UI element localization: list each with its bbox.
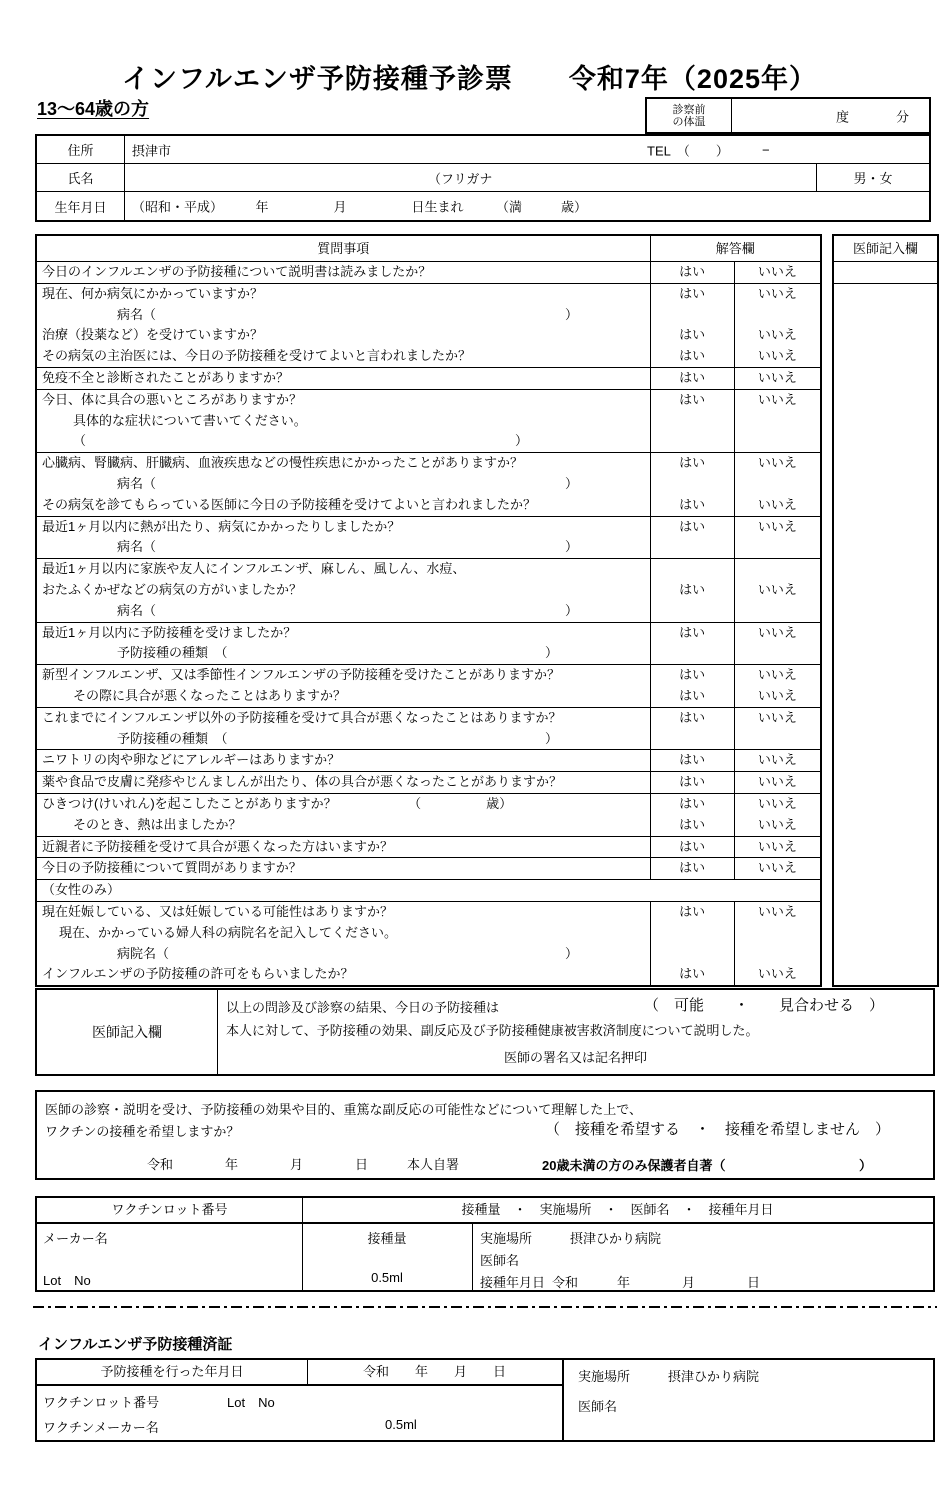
- question-row: [36, 453, 938, 474]
- question-text: [36, 622, 650, 643]
- question-row: [36, 923, 938, 944]
- question-row: [36, 750, 938, 772]
- question-label: インフルエンザの予防接種の許可をもらいましたか？: [42, 966, 354, 982]
- question-text: [36, 923, 650, 944]
- answer-yes[interactable]: はい: [650, 901, 734, 922]
- answer-cell-empty: [734, 944, 821, 965]
- question-text: [36, 262, 650, 284]
- vaccine-lot-table: [35, 1196, 935, 1292]
- certificate-dose: 0.5ml: [385, 1417, 417, 1432]
- question-row: [36, 325, 938, 346]
- answer-no[interactable]: いいえ: [734, 580, 821, 601]
- answer-yes[interactable]: はい: [650, 665, 734, 686]
- column-gap: [821, 537, 833, 558]
- certificate-date-row: [37, 1360, 562, 1386]
- birthdate-field[interactable]: （昭和・平成） 年 月 日生まれ （満 歳）: [132, 199, 588, 215]
- page-title: インフルエンザ予防接種予診票 令和7年（2025年）: [122, 64, 817, 94]
- answer-no[interactable]: いいえ: [734, 367, 821, 389]
- question-row: [36, 474, 938, 495]
- answer-yes[interactable]: はい: [650, 367, 734, 389]
- question-text: [36, 411, 650, 432]
- certificate-date-field[interactable]: 令和 年 月 日: [362, 1364, 506, 1379]
- answer-yes[interactable]: はい: [650, 707, 734, 728]
- question-label: その際に具合が悪くなったことはありますか？: [73, 687, 347, 703]
- question-row: [36, 495, 938, 516]
- consent-choice-options[interactable]: （ 接種を希望する ・ 接種を希望しません ）: [545, 1121, 891, 1138]
- answer-no[interactable]: いいえ: [734, 686, 821, 707]
- question-text: [36, 367, 650, 389]
- question-row: [36, 858, 938, 880]
- paren-close: ）: [545, 645, 559, 661]
- tel-dash: −: [762, 142, 770, 157]
- answer-cell-empty: [650, 431, 734, 452]
- answer-yes[interactable]: はい: [650, 453, 734, 474]
- answer-cell-empty: [650, 944, 734, 965]
- answer-cell-empty: [650, 559, 734, 580]
- question-text: [36, 431, 650, 452]
- name-row: [37, 164, 929, 192]
- lot-table-header: [37, 1198, 933, 1224]
- answer-cell-empty: [650, 729, 734, 750]
- unit-minute-label: 分: [896, 109, 910, 124]
- question-label: 現在妊娠している、又は妊娠している可能性はありますか？: [42, 903, 394, 919]
- certificate-maker-label[interactable]: ワクチンメーカー名: [43, 1420, 159, 1435]
- question-text: [36, 836, 650, 858]
- question-row: [36, 601, 938, 622]
- exam-result-text: 以上の問診及び診察の結果、今日の予防接種は: [226, 1000, 500, 1015]
- answer-cell-empty: [734, 537, 821, 558]
- column-gap: [821, 836, 833, 858]
- question-text: [36, 325, 650, 346]
- question-label: おたふくかぜなどの病気の方がいましたか？: [42, 581, 303, 597]
- paren-close: ）: [565, 945, 579, 961]
- certificate-site-cell: [562, 1360, 933, 1440]
- question-row: [36, 411, 938, 432]
- question-label: その病気の主治医には、今日の予防接種を受けてよいと言われましたか？: [42, 348, 472, 364]
- answer-no[interactable]: いいえ: [734, 858, 821, 880]
- question-label: 新型インフルエンザ、又は季節性インフルエンザの予防接種を受けたことがありますか？: [42, 667, 561, 683]
- column-gap: [821, 964, 833, 986]
- question-row: [36, 622, 938, 643]
- question-row: [36, 665, 938, 686]
- column-gap: [821, 815, 833, 836]
- question-label: 具体的な症状について書いてください。: [73, 412, 307, 428]
- question-row: [36, 537, 938, 558]
- address-label: 住所: [37, 136, 125, 163]
- questionnaire-table: [35, 234, 939, 987]
- question-label: そのとき、熱は出ましたか？: [73, 816, 242, 832]
- column-gap: [821, 325, 833, 346]
- answer-yes[interactable]: はい: [650, 836, 734, 858]
- column-gap: [821, 793, 833, 814]
- column-gap: [821, 431, 833, 452]
- column-gap: [821, 901, 833, 922]
- lot-no-label[interactable]: Lot No: [43, 1273, 91, 1288]
- answer-yes[interactable]: はい: [650, 964, 734, 986]
- column-gap: [821, 858, 833, 880]
- question-label: 近親者に予防接種を受けて具合が悪くなった方はいますか？: [42, 838, 394, 854]
- answer-no[interactable]: いいえ: [734, 453, 821, 474]
- question-column-header: 質問事項: [36, 235, 650, 262]
- question-row: [36, 580, 938, 601]
- question-text: [36, 665, 650, 686]
- answer-cell-empty: [650, 305, 734, 326]
- question-label: 最近1ヶ月以内に熱が出たり、病気にかかったりしましたか？: [42, 518, 401, 534]
- question-label: その病気を診てもらっている医師に今日の予防接種を受けてよいと言われましたか？: [42, 496, 537, 512]
- furigana-label: （フリガナ: [428, 171, 493, 186]
- question-label: 今日の予防接種について質問がありますか？: [42, 860, 302, 876]
- answer-no[interactable]: いいえ: [734, 707, 821, 728]
- column-gap: [821, 495, 833, 516]
- question-text: [36, 305, 650, 326]
- certificate-site-value: 摂津ひかり病院: [668, 1369, 760, 1384]
- answer-yes[interactable]: はい: [650, 793, 734, 814]
- question-label: 今日、体に具合の悪いところがありますか？: [42, 391, 303, 407]
- tel-field[interactable]: TEL （ ）: [647, 143, 729, 158]
- question-text: [36, 495, 650, 516]
- guardian-paren-close: ）: [859, 1158, 873, 1173]
- question-label: これまでにインフルエンザ以外の予防接種を受けて具合が悪くなったことはありますか？: [42, 709, 562, 725]
- answer-no[interactable]: いいえ: [734, 793, 821, 814]
- question-text: [36, 944, 650, 965]
- unit-degree-label: 度: [836, 109, 850, 124]
- answer-yes[interactable]: はい: [650, 815, 734, 836]
- question-text: [36, 389, 650, 410]
- answer-yes[interactable]: はい: [650, 750, 734, 772]
- question-text: [36, 750, 650, 772]
- question-label: （: [73, 433, 87, 449]
- answer-no[interactable]: いいえ: [734, 283, 821, 304]
- question-text: [36, 346, 650, 367]
- answer-no[interactable]: いいえ: [734, 665, 821, 686]
- lot-table-body: [37, 1224, 933, 1290]
- answer-cell-empty: [650, 474, 734, 495]
- paren-close: ）: [565, 475, 579, 491]
- question-label: 免疫不全と診断されたことがありますか？: [42, 369, 290, 385]
- answer-no[interactable]: いいえ: [734, 815, 821, 836]
- answer-no[interactable]: いいえ: [734, 750, 821, 772]
- column-gap: [821, 262, 833, 284]
- gender-select[interactable]: 男・女: [816, 164, 929, 191]
- vaccination-date-label: 接種年月日: [480, 1275, 546, 1290]
- question-text: [36, 283, 650, 304]
- question-row: [36, 686, 938, 707]
- answer-no[interactable]: いいえ: [734, 622, 821, 643]
- column-gap: [821, 453, 833, 474]
- answer-cell-empty: [650, 601, 734, 622]
- question-label: 現在、何か病気にかかっていますか？: [42, 285, 264, 301]
- question-label: 最近1ヶ月以内に家族や友人にインフルエンザ、麻しん、風しん、水痘、: [42, 561, 466, 577]
- answer-cell-empty: [650, 643, 734, 664]
- answer-yes[interactable]: はい: [650, 516, 734, 537]
- question-text: [36, 537, 650, 558]
- answer-cell-empty: [734, 729, 821, 750]
- dose-site-doctor-date-header: 接種量 ・ 実施場所 ・ 医師名 ・ 接種年月日: [461, 1202, 774, 1217]
- answer-yes[interactable]: はい: [650, 346, 734, 367]
- explanation-text: 本人に対して、予防接種の効果、副反応及び予防接種健康被害救済制度について説明した。: [226, 1023, 759, 1038]
- answer-cell-empty: [734, 411, 821, 432]
- certificate-lot-no[interactable]: Lot No: [227, 1395, 275, 1410]
- question-label: ひきつけ(けいれん)を起こしたことがありますか？ （ 歳）: [42, 795, 513, 811]
- column-gap: [821, 367, 833, 389]
- column-gap: [821, 729, 833, 750]
- questionnaire-header-row: [36, 235, 938, 262]
- answer-yes[interactable]: はい: [650, 283, 734, 304]
- column-gap: [821, 880, 833, 902]
- question-row: [36, 901, 938, 922]
- question-row: [36, 793, 938, 814]
- pre-exam-temperature-box: [645, 97, 931, 134]
- birthdate-row: [37, 192, 929, 220]
- answer-no[interactable]: いいえ: [734, 262, 821, 284]
- question-row: [36, 367, 938, 389]
- question-text: [36, 601, 650, 622]
- answer-no[interactable]: いいえ: [734, 516, 821, 537]
- vaccination-date-field[interactable]: 令和 年 月 日: [552, 1275, 761, 1290]
- question-label: 治療（投薬など）を受けていますか？: [42, 327, 264, 343]
- question-label: 薬や食品で皮膚に発疹やじんましんが出たり、体の具合が悪くなったことがありますか？: [42, 774, 563, 790]
- certificate-table: [35, 1358, 935, 1442]
- question-label: 今日のインフルエンザの予防接種について説明書は読みましたか？: [42, 264, 432, 279]
- answer-cell-empty: [734, 559, 821, 580]
- question-text: [36, 772, 650, 794]
- column-gap: [821, 772, 833, 794]
- answer-yes[interactable]: はい: [650, 262, 734, 284]
- paren-close: ）: [565, 539, 579, 555]
- column-gap: [821, 923, 833, 944]
- column-gap: [821, 707, 833, 728]
- doctor-entry-label: 医師記入欄: [37, 990, 218, 1074]
- certificate-lot-label: ワクチンロット番号: [43, 1395, 160, 1410]
- question-label: （女性のみ）: [42, 882, 121, 898]
- guardian-signature-label[interactable]: 20歳未満の方のみ保護者自著（: [542, 1158, 726, 1173]
- column-gap: [821, 474, 833, 495]
- column-gap: [821, 643, 833, 664]
- answer-yes[interactable]: はい: [650, 686, 734, 707]
- column-gap: [821, 686, 833, 707]
- site-label: 実施場所: [480, 1231, 533, 1246]
- paren-close: ）: [545, 730, 559, 746]
- temperature-label: 診察前 の体温: [647, 99, 732, 132]
- answer-no[interactable]: いいえ: [734, 901, 821, 922]
- question-row: [36, 559, 938, 580]
- column-gap: [821, 346, 833, 367]
- question-text: [36, 964, 650, 986]
- doctor-entry-cell[interactable]: [833, 283, 938, 986]
- answer-cell-empty: [734, 643, 821, 664]
- question-row: [36, 431, 938, 452]
- certificate-date-header: 予防接種を行った年月日: [37, 1360, 308, 1384]
- birthdate-label: 生年月日: [37, 192, 125, 220]
- question-label: 最近1ヶ月以内に予防接種を受けましたか？: [42, 624, 297, 640]
- question-text: [36, 643, 650, 664]
- question-label: 病名（: [117, 306, 157, 322]
- question-row: [36, 880, 938, 902]
- age-group-heading: 13～64歳の方: [37, 99, 150, 119]
- column-gap: [821, 516, 833, 537]
- decision-options[interactable]: （ 可能 ・ 見合わせる ）: [644, 997, 885, 1014]
- column-gap: [821, 559, 833, 580]
- question-row: [36, 389, 938, 410]
- answer-yes[interactable]: はい: [650, 580, 734, 601]
- answer-cell-empty: [734, 305, 821, 326]
- dose-label: 接種量: [367, 1231, 407, 1246]
- question-label: ニワトリの肉や卵などにアレルギーはありますか？: [42, 752, 341, 768]
- answer-no[interactable]: いいえ: [734, 346, 821, 367]
- answer-no[interactable]: いいえ: [734, 836, 821, 858]
- answer-no[interactable]: いいえ: [734, 495, 821, 516]
- doctor-entry-cell[interactable]: [833, 262, 938, 284]
- doctor-entry-box: [35, 988, 935, 1076]
- answer-no[interactable]: いいえ: [734, 964, 821, 986]
- question-label: 心臓病、腎臓病、肝臓病、血液疾患などの慢性疾患にかかったことがありますか？: [42, 455, 524, 471]
- column-gap: [821, 411, 833, 432]
- column-gap: [821, 944, 833, 965]
- answer-no[interactable]: いいえ: [734, 325, 821, 346]
- question-text: [36, 815, 650, 836]
- question-text: [36, 793, 650, 814]
- answer-yes[interactable]: はい: [650, 325, 734, 346]
- answer-yes[interactable]: はい: [650, 495, 734, 516]
- answer-yes[interactable]: はい: [650, 772, 734, 794]
- divider: [472, 1224, 473, 1290]
- answer-cell-empty: [650, 923, 734, 944]
- paren-close: ）: [565, 602, 579, 618]
- maker-label[interactable]: メーカー名: [43, 1231, 108, 1246]
- certificate-site-label: 実施場所: [578, 1369, 631, 1384]
- column-gap: [821, 283, 833, 304]
- question-label: 予防接種の種類 （: [117, 645, 228, 661]
- temperature-input-area[interactable]: [732, 99, 929, 132]
- question-label: 現在、かかっている婦人科の病院名を記入してください。: [59, 924, 398, 940]
- question-row: [36, 772, 938, 794]
- answer-no[interactable]: いいえ: [734, 389, 821, 410]
- dose-value: 0.5ml: [371, 1270, 403, 1285]
- question-label: 病名（: [117, 539, 157, 555]
- certificate-doctor-label[interactable]: 医師名: [578, 1399, 618, 1414]
- answer-yes[interactable]: はい: [650, 389, 734, 410]
- answer-cell-empty: [734, 923, 821, 944]
- column-gap: [821, 665, 833, 686]
- paren-close: ）: [515, 433, 529, 449]
- question-text: [36, 516, 650, 537]
- question-row: [36, 283, 938, 304]
- question-label: 病院名（: [117, 945, 170, 961]
- column-gap: [821, 235, 833, 262]
- name-label: 氏名: [37, 164, 125, 191]
- site-value: 摂津ひかり病院: [570, 1231, 662, 1246]
- question-text: [36, 707, 650, 728]
- question-row: [36, 305, 938, 326]
- question-text: [36, 559, 650, 580]
- question-row: [36, 964, 938, 986]
- column-gap: [821, 389, 833, 410]
- question-row: [36, 262, 938, 284]
- question-text: [36, 453, 650, 474]
- column-gap: [821, 601, 833, 622]
- question-text: [36, 580, 650, 601]
- question-row: [36, 707, 938, 728]
- patient-info-table: [35, 134, 931, 222]
- address-row: [37, 136, 929, 164]
- column-gap: [821, 622, 833, 643]
- question-text: [36, 858, 650, 880]
- question-label: 病名（: [117, 602, 157, 618]
- doctor-entry-body: [218, 990, 933, 1074]
- paren-close: ）: [565, 306, 579, 322]
- question-row: [36, 815, 938, 836]
- column-gap: [821, 580, 833, 601]
- consent-date-signature-field[interactable]: 令和 年 月 日 本人自署: [147, 1157, 460, 1172]
- answer-cell-empty: [734, 601, 821, 622]
- question-text: [36, 901, 650, 922]
- question-row: [36, 643, 938, 664]
- question-text: [36, 729, 650, 750]
- answer-no[interactable]: いいえ: [734, 772, 821, 794]
- question-row: [36, 836, 938, 858]
- cut-line: [33, 1306, 937, 1308]
- question-row: [36, 729, 938, 750]
- lot-number-header: ワクチンロット番号: [37, 1198, 303, 1222]
- question-row: [36, 516, 938, 537]
- question-label: 病名（: [117, 475, 157, 491]
- address-value[interactable]: 摂津市: [132, 143, 172, 158]
- answer-yes[interactable]: はい: [650, 858, 734, 880]
- answer-yes[interactable]: はい: [650, 622, 734, 643]
- answer-cell-empty: [650, 411, 734, 432]
- question-row: [36, 944, 938, 965]
- consent-box: [35, 1090, 935, 1180]
- answer-cell-empty: [734, 474, 821, 495]
- column-gap: [821, 750, 833, 772]
- section-note: [36, 880, 821, 902]
- consent-question: ワクチンの接種を希望しますか？: [45, 1124, 240, 1139]
- answer-cell-empty: [734, 431, 821, 452]
- question-text: [36, 474, 650, 495]
- doctor-column-header: 医師記入欄: [833, 235, 938, 262]
- question-row: [36, 346, 938, 367]
- certificate-title: インフルエンザ予防接種済証: [38, 1336, 233, 1353]
- question-label: 予防接種の種類 （: [117, 730, 228, 746]
- doctor-name-label[interactable]: 医師名: [480, 1253, 520, 1268]
- question-text: [36, 686, 650, 707]
- answer-cell-empty: [650, 537, 734, 558]
- doctor-signature-label[interactable]: 医師の署名又は記名押印: [503, 1050, 647, 1065]
- column-gap: [821, 305, 833, 326]
- answer-column-header: 解答欄: [650, 235, 821, 262]
- consent-statement: 医師の診察・説明を受け、予防接種の効果や目的、重篤な副反応の可能性などについて理解した上で、: [45, 1102, 642, 1117]
